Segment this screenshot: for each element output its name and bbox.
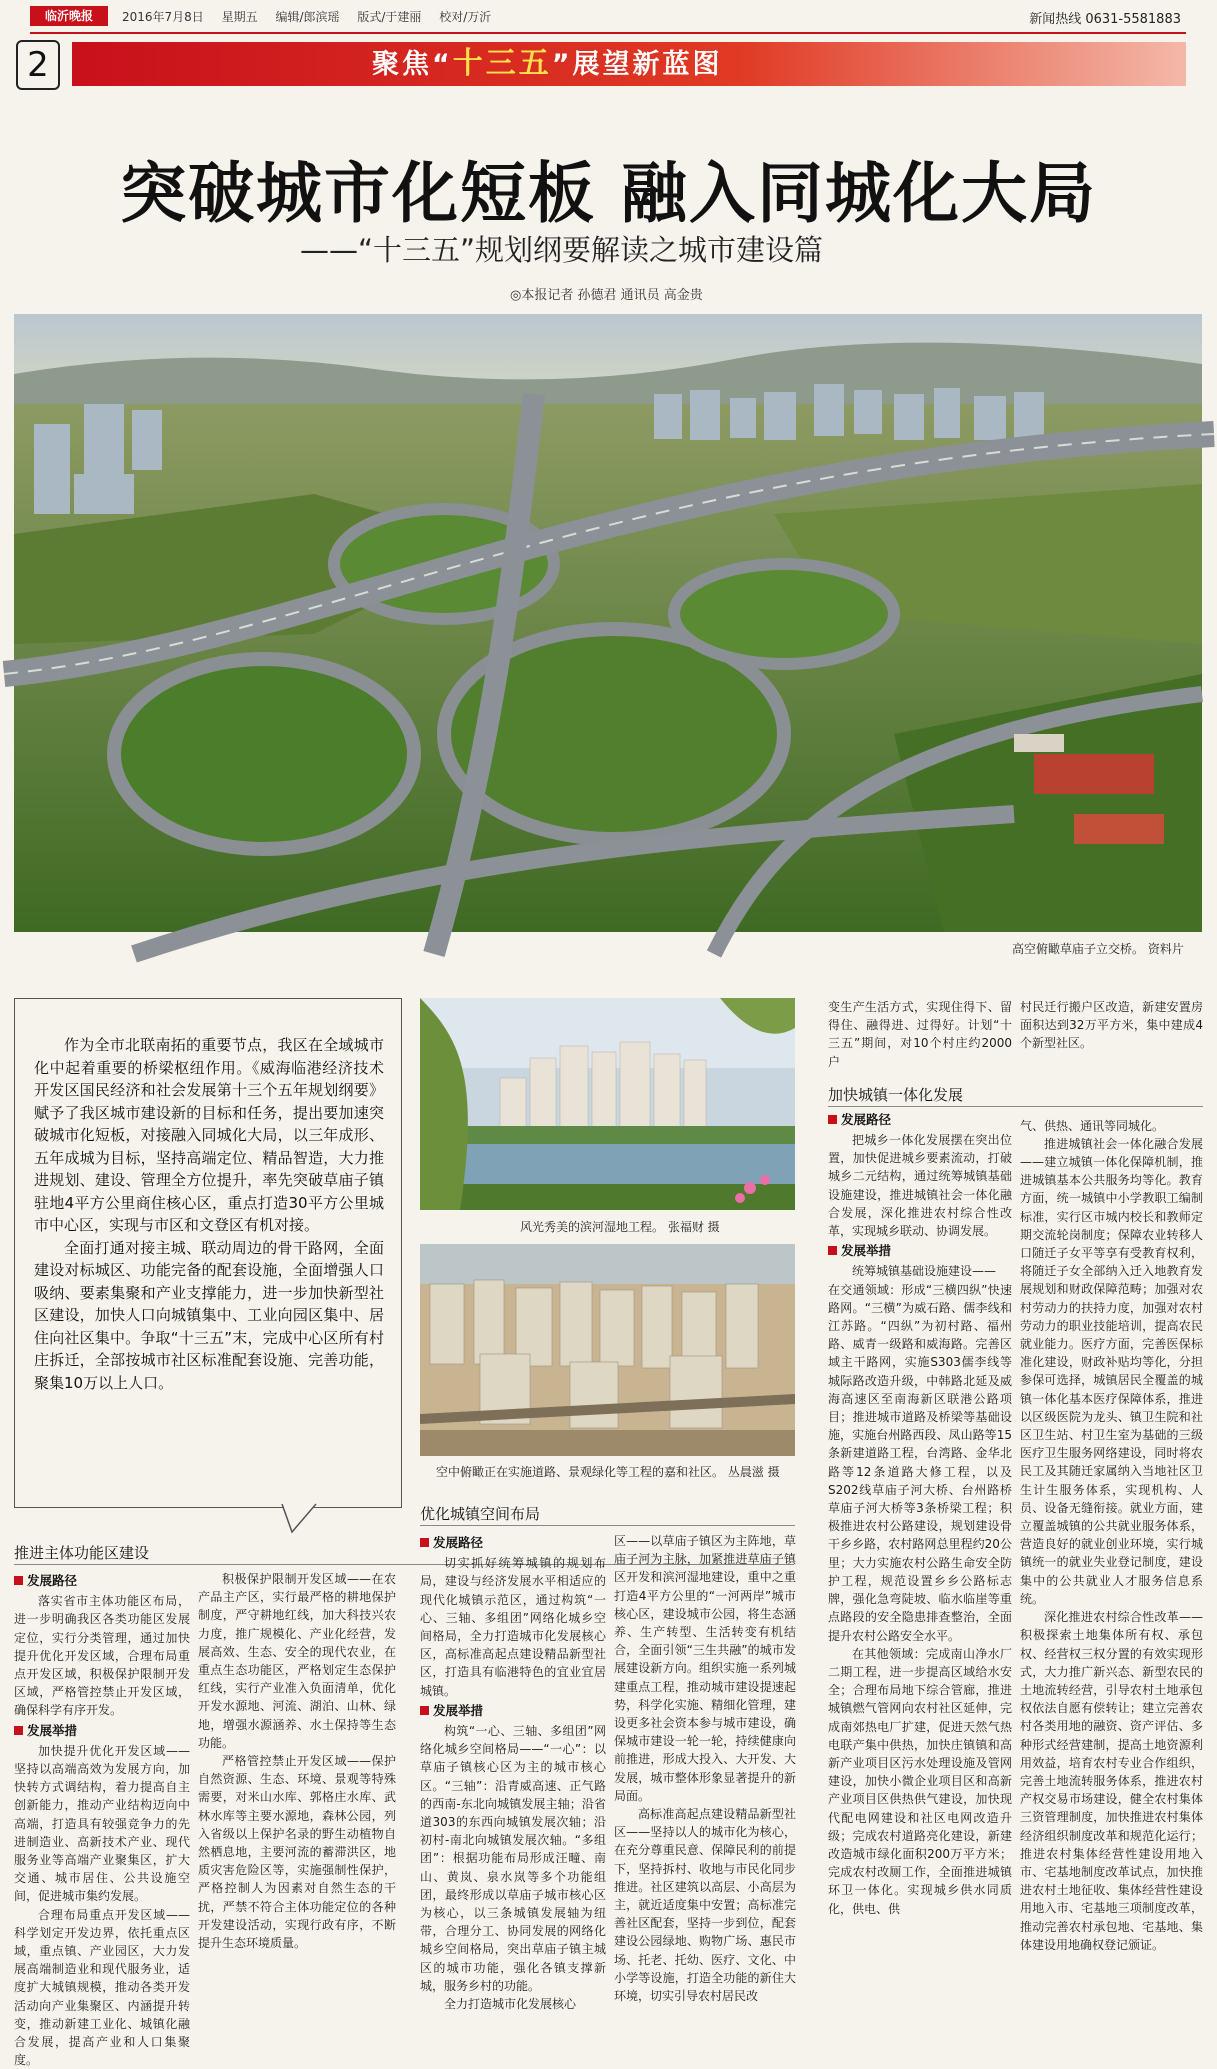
c1-paragraph-3: 合理布局重点开发区域——科学划定开发边界，依托重点区域，重点镇、产业园区，大力发展高端制造业和现代服务业，适度扩大城镇规模，推动各类开发活动向产业集聚区、内涵提升转变，推动新建工业化、城镇化融合发展，提高产业和人口集聚度。 [14, 1907, 190, 2068]
banner-prefix: 聚焦“ [372, 49, 453, 80]
c5-paragraph-3: 在其他领域：完成南山净水厂二期工程，进一步提高区域给水安全；合理布局地下综合管廊，推进城镇燃气管网向农村社区延伸，完成南郊热电厂扩建，促进天然气热电联产集中供热，加快庄镇镇和高新产业项目区污水处理设施及管网建设，加快小微企业项目区和高新产业项目区供热供气建设，加快现代配电网建设和社区电网改造升级；完成农村道路亮化建设，新建改造城市绿化面积200万平方米；完成农村改厕工作，全面推进城镇环卫一体化。实现城乡供水同质化，供电、供 [828, 1646, 1012, 1916]
lead-paragraph-2: 全面打通对接主城、联动周边的骨干路网，全面建设对标城区、功能完备的配套设施，全面增强人口吸纳、要素集聚和产业支撑能力，进一步加快新型社区建设，加快人口向城镇集中、工业向园区集中、居住向社区集中。争取“十三五”末，完成中心区所有村庄拆迁，全部按城市社区标准配套设施、完善功能，聚集10万以上人口。 [34, 1238, 384, 1392]
section-banner [72, 42, 1186, 86]
headline: 突破城市化短板 融入同城化大局 [120, 154, 1097, 232]
issue-date: 2016年7月8日 [122, 10, 204, 24]
byline: ◎本报记者 孙德君 通讯员 高金贵 [510, 288, 703, 303]
masthead [0, 0, 1217, 34]
issue-meta [122, 8, 505, 25]
lead-box-pointer [280, 1504, 320, 1534]
layout-credit: 版式/于建丽 [357, 10, 422, 24]
subtitle-path-1: 发展路径 [14, 1572, 190, 1590]
page-number: 2 [16, 40, 60, 90]
section-title-integration: 加快城镇一体化发展 [828, 1086, 964, 1104]
photo-jiahe-community [420, 1244, 795, 1456]
subtitle-path-3: 发展路径 [828, 1111, 1012, 1129]
section-banner-title [372, 42, 723, 86]
newspaper-logo: 临沂晚报 [30, 6, 108, 26]
banner-suffix: ”展望新蓝图 [551, 49, 723, 80]
text-column-4 [614, 1532, 796, 2054]
hero-photo-interchange [14, 314, 1202, 932]
editor-credit: 编辑/郎滨瑶 [275, 10, 340, 24]
c5-paragraph-1: 变生产生活方式，实现住得下、留得住、融得进、过得好。计划“十三五”期间，对10个村庄约2000户 [828, 1000, 1012, 1069]
lead-paragraph-1: 作为全市北联南拓的重要节点，我区在全域城市化中起着重要的桥梁枢纽作用。《威海临港经济技术开发区国民经济和社会发展第十三个五年规划纲要》赋予了我区城市建设新的目标和任务，提出要加速突破城市化短板，对接融入同城化大局，以三年成形、五年成城为目标，坚持高端定位、精品智造，大力推进规划、建设、管理全方位提升，率先突破草庙子镇驻地4平方公里商住核心区，重点打造30平方公里城市中心区，实现与市区和文登区有机对接。 [34, 1036, 384, 1234]
c3-paragraph-2: 构筑“一心、三轴、多组团”网络化城乡空间格局——“一心”：以草庙子镇核心区为主的城市核心区。“三轴”：沿青威高速、正气路的西南-东北向城镇发展主轴；沿省道303的东西向城镇发展次轴；沿初村-南北向城镇发展次轴。“多组团”：根据功能布局形成汪疃、南山、黄岚、泉水岚等多个功能组团，最终形成以草庙子城市核心区为核心，以三条城镇发展轴为纽带，合理分工、协同发展的网络化城乡空间格局，突出草庙子镇主城区的城市功能，强化各镇支撑新城，服务乡村的功能。 [420, 1724, 606, 1993]
c6-paragraph-2: 气、供热、通讯等同城化。 [1020, 1118, 1165, 1133]
section-title-functional-zones: 推进主体功能区建设 [14, 1544, 150, 1562]
photo-jiahe-caption: 空中俯瞰正在实施道路、景观绿化等工程的嘉和社区。 丛晨滋 摄 [436, 1465, 780, 1479]
text-column-1 [14, 1570, 190, 2068]
photo-wetland-caption: 风光秀美的滨河湿地工程。 张福财 摄 [520, 1220, 720, 1234]
c3-paragraph-1: 切实抓好统筹城镇的规划布局，建设与经济发展水平相适应的现代化城镇示范区，通过构筑“一心、三轴、多组团”网络化城乡空间格局，全力打造城市化发展核心区，高标准高起点建设精品新型社区，打造具有临港特色的宜业宜居城镇。 [420, 1556, 606, 1698]
c5-paragraph-6b: 统筹城镇基础设施建设—— [852, 1264, 997, 1279]
banner-highlight: 十三五 [452, 46, 552, 81]
text-column-6 [1020, 998, 1203, 2054]
c5-paragraph-intro: 把城乡一体化发展摆在突出位置，加快促进城乡要素流动，打破城乡二元结构，通过统筹城镇基础设施建设，推进城镇社会一体化融合发展，深化推进农村综合性改革，实现城乡联动、协调发展。 [828, 1133, 1012, 1239]
section-rule-2 [420, 1525, 795, 1526]
c5-paragraph-2: 在交通领域：形成“三横四纵”快速路网。“三横”为威石路、儒李线和江苏路。“四纵”为初村路、福州路、威青一级路和威海路。完善区域主干路网，实施S303儒李线等城际路改造升级，中韩路北延及威海高速区至南海新区联港公路项目；推进城市道路及桥梁等基础设施，实施台州路西段、凤山路等15条新建道路工程，台湾路、金华北路等12条道路大修工程，以及S202线草庙子河大桥、台州路桥草庙子河大桥等3条桥梁工程；积极推进农村公路建设，规划建设骨干乡乡路，农村路网总里程约20公里；大力实施农村公路生命安全防护工程，规范设置乡乡公路标志牌，强化急弯陡坡、临水临崖等重点路段的安全隐患排查整治，全面提升农村公路安全水平。 [828, 1282, 1012, 1643]
subtitle-measure-2: 发展举措 [420, 1702, 606, 1720]
text-column-2 [198, 1570, 396, 2054]
c6-paragraph-3: 推进城镇社会一体化融合发展——建立城镇一体化保障机制，推进城镇基本公共服务均等化。教育方面，统一城镇中小学教职工编制标准，实行区市城内校长和教师定期交流轮岗制度；保障农业转移人口随迁子女平等享有受教育权利，将随迁子女全部纳入迁入地教育发展规划和财政保障范畴；加强对农村劳动力的扶持力度，加强对农村劳动力的职业技能培训，提高农民就业能力。医疗方面，完善医保标准化建设，财政补贴均等化，分担参保可选择，城镇居民全覆盖的城镇一体化基本医疗保障体系，推进以区级医院为龙头、镇卫生院和社区卫生站、村卫生室为基础的三级医疗卫生服务网络建设，同时将农民工及其随迁家属纳入当地社区卫生计生服务体系，实现机构、人员、设备无缝衔接。就业方面，建立覆盖城镇的公共就业服务体系，营造良好的就业创业环境，实行城镇统一的就业失业登记制度，建设集中的公共就业人才服务信息系统。 [1020, 1136, 1203, 1606]
c4-paragraph-2: 高标准高起点建设精品新型社区——坚持以人的城市化为核心，在充分尊重民意、保障民利的前提下，坚持拆村、收地与市民化同步推进。社区建筑以高层、小高层为主，就近适度集中安置；高标准完善社区配套，坚持一步到位，配套建设公园绿地、购物广场、惠民市场、托老、托幼、医疗、文化、中小学等设施，打造全功能的新住大环境，切实引导农村居民改 [614, 1807, 796, 2004]
masthead-rule [30, 32, 1186, 34]
proof-credit: 校对/万沂 [439, 10, 492, 24]
subtitle-measure-1: 发展举措 [14, 1722, 190, 1740]
news-hotline: 新闻热线 0631-5581883 [1029, 12, 1181, 27]
issue-weekday: 星期五 [221, 10, 258, 24]
c1-paragraph-1: 落实省市主体功能区布局，进一步明确我区各类功能区发展定位，实行分类管理，通过加快提升优化开发区域，合理布局重点开发区域，积极保护限制开发区域，严格管控禁止开发区域，确保科学有序开发。 [14, 1594, 190, 1718]
subheadline: ——“十三五”规划纲要解读之城市建设篇 [300, 233, 824, 267]
c1-paragraph-2: 加快提升优化开发区域——坚持以高端高效为发展方向，加快转方式调结构，着力提高自主创新能力，推动产业结构迈向中高端，打造具有较强竞争力的先进制造业、高新技术产业、现代服务业等高端产业聚集区，扩大交通、城市居住、公共设施空间，促进城市集约发展。 [14, 1743, 190, 1904]
c2-paragraph-2: 严格管控禁止开发区域——保护自然资源、生态、环境、景观等特殊需要，对米山水库、郭格庄水库、武林水库等主要水源地，森林公园，列入省级以上保护名录的野生动植物自然栖息地，主要河流的蓄滞洪区，地质灾害危险区等，实施强制性保护，严格控制人为因素对自然生态的干扰，严禁不符合主体功能定位的各种开发建设活动，实现行政有序，不断提升生态环境质量。 [198, 1754, 396, 1951]
text-column-5 [828, 998, 1012, 2054]
c4-paragraph-1: 区——以草庙子镇区为主阵地，草庙子河为主脉，加紧推进草庙子镇区开发和滨河湿地建设，重中之重打造4平方公里的“一河两岸”城市核心区，建设城市公园，将生态涵养、生产转型、生活转变有机结合，全面引领“三生共融”的城市发展建设新方向。组织实施一系列城建重点工程，推动城市建设提速起势，科学化实施、精细化管理，建设更多社会资本参与城市建设，确保城市建设一轮一轮，持续健康向前推进，形成大投入、大开发、大发展，城市整体形象显著提升的新局面。 [614, 1534, 796, 1803]
lead-text [34, 1034, 384, 1394]
text-column-3 [420, 1532, 606, 2054]
section-title-spatial-layout: 优化城镇空间布局 [420, 1505, 541, 1523]
hero-photo-caption: 高空俯瞰草庙子立交桥。 资料片 [1012, 942, 1184, 956]
subtitle-path-2: 发展路径 [420, 1534, 606, 1552]
c6-paragraph-1: 村民迁行搬户区改造，新建安置房面积达到32万平方米，集中建成4个新型社区。 [1020, 1000, 1203, 1051]
c2-paragraph-1: 积极保护限制开发区域——在农产品主产区，实行最严格的耕地保护制度，严守耕地红线，加大科技兴农力度，推广规模化、产业化经营，发展高效、生态、安全的现代农业，在重点生态功能区，严格划定生态保护红线，实行产业准入负面清单，优化开发水源地、河流、湖泊、山林、绿地，增强水源涵养、水土保持等生态功能。 [198, 1572, 396, 1750]
c3-paragraph-3: 全力打造城市化发展核心 [444, 1997, 577, 2012]
photo-wetland [420, 998, 795, 1210]
subtitle-measure-3: 发展举措 [828, 1242, 1012, 1260]
c6-paragraph-4: 深化推进农村综合性改革——积极探索土地集体所有权、承包权、经营权三权分置的有效实现形式，大力推广新兴态、新型农民的土地流转经营，引导农村土地承包权依法自愿有偿转让；建立完善农村各类用地的融资、资产评估、多种形式经营建制，提高土地资源利用效益，培育农村专业合作组织，完善土地流转服务体系，推进农村产权交易市场建设，健全农村集体三资管理制度，加快推进农村集体经济组织制度改革和规范化运行；推进农村集体经营性建设用地入市、宅基地制度改革试点，加快推进农村土地征收、集体经营性建设用地入市、宅基地三项制度改革，推动完善农村承包地、宅基地、集体建设用地确权登记颁证。 [1020, 1610, 1203, 1952]
